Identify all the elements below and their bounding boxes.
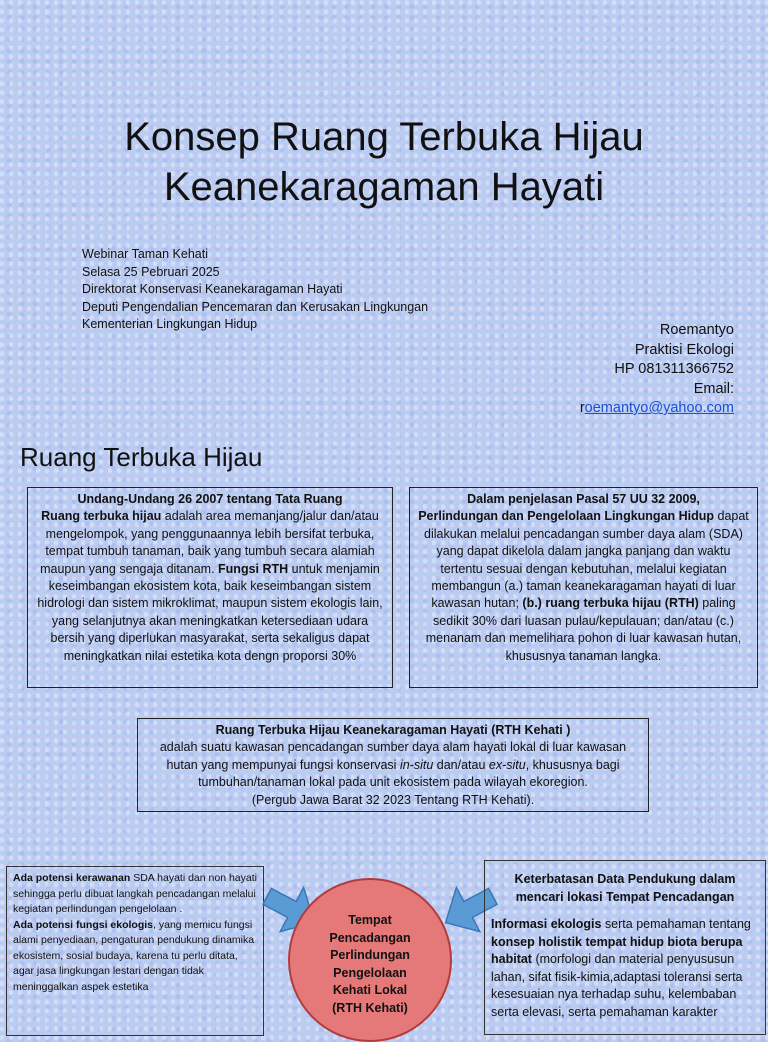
keterbatasan-text-2: (morfologi dan material penyususun lahan, sifat fisik-kimia,adaptasi toleransi serta kesesuaian nya terhadap suhu, kelembaban serta elevasi, serta pemahaman karakter <box>491 952 743 1019</box>
author-role: Praktisi Ekologi <box>634 341 734 358</box>
fungsi-ekologis-text: , yang memicu fungsi alami penyediaan, pengaturan pendukung dinamika ekosistem, sosial budaya, karena tu perlu ditata, agar jasa lingkungan lestari dengan tidak meninggalkan aspek estetika <box>13 918 255 993</box>
email-link[interactable]: oemantyo@yahoo.com <box>584 400 734 416</box>
uu-tata-ruang-box <box>27 487 393 688</box>
event-info-line: Webinar Taman Kehati <box>82 247 209 261</box>
kehati-text-1: adalah suatu kawasan pencadangan sumber daya alam hayati lokal di luar kawasan hutan yang mempunyai fungsi konservasi <box>159 740 627 772</box>
circle-line: Perlindungan <box>330 948 410 962</box>
event-info-line: Selasa 25 Pebruari 2025 <box>82 264 220 279</box>
email-prefix: r <box>579 400 585 416</box>
event-info-line: Kementerian Lingkungan Hidup <box>82 317 258 331</box>
keterbatasan-data-box <box>484 860 766 1035</box>
fungsi-rth-term: Fungsi RTH <box>218 561 289 576</box>
circle-line: Pencadangan <box>329 930 411 945</box>
uu-heading: Undang-Undang 26 2007 tentang Tata Ruang <box>77 492 343 506</box>
keterbatasan-text-1: serta pemahaman tentang <box>601 917 751 931</box>
title-line-1: Konsep Ruang Terbuka Hijau <box>124 115 644 159</box>
pasal-text-2: paling sedikit 30% dari luasan pulau/kepulauan; dan/atau (c.) menanam dan memelihara pohon di luar kawasan hutan, khususnya tanaman langka. <box>425 596 742 663</box>
kerawanan-term: Ada potensi kerawanan <box>13 872 131 884</box>
circle-line: (RTH Kehati) <box>332 1000 408 1015</box>
event-info-line: Deputi Pengendalian Pencemaran dan Kerusakan Lingkungan <box>82 299 429 314</box>
circle-line: Kehati Lokal <box>332 983 408 997</box>
pasal-heading: Dalam penjelasan Pasal 57 UU 32 2009, <box>467 492 700 506</box>
author-email-label: Email: <box>693 380 734 397</box>
pasal-subheading: Perlindungan dan Pengelolaan Lingkungan Hidup <box>418 509 715 524</box>
potensi-box <box>6 866 264 1036</box>
circle-line: Tempat <box>348 913 392 927</box>
kehati-text-3: , khususnya bagi tumbuhan/tanaman lokal pada unit ekosistem pada wilayah ekoregion. <box>198 757 620 790</box>
keterbatasan-heading: Keterbatasan Data Pendukung dalam mencari lokasi Tempat Pencadangan <box>514 872 736 904</box>
rth-term: Ruang terbuka hijau <box>41 509 162 524</box>
kehati-text-2: dan/atau <box>433 757 489 772</box>
konsep-holistik-term: konsep holistik tempat hidup biota berupa habitat <box>491 934 743 966</box>
author-email <box>580 399 734 419</box>
rth-kehati-box <box>137 718 649 812</box>
circle-line: Pengelolaan <box>333 965 407 980</box>
fungsi-rth-text: untuk menjamin keseimbangan ekosistem kota, baik keseimbangan sistem hidrologi dan sistem mikroklimat, maupun sistem ekologis lain, yang selanjutnya akan meningkatkan ketersediaan udara bersih yang diperlukan masyarakat, serta sekaligus dapat meningkatkan nilai estetika kota dengn proporsi 30% <box>37 561 383 663</box>
kehati-insitu: in-situ <box>399 757 434 772</box>
pasal-text-1: dapat dilakukan melalui pencadangan sumber daya alam (SDA) yang dapat dikelola dalam jangka panjang dan waktu tertentu sesuai dengan kebutuhan, melalui kegiatan membangun (a.) taman keanekaragaman hayati di luar kawasan hutan; <box>424 509 749 611</box>
event-info <box>82 246 428 334</box>
event-info-line: Direktorat Konservasi Keanekaragaman Hayati <box>82 282 343 296</box>
pasal-57-box <box>409 487 758 688</box>
author-block <box>580 321 734 419</box>
author-phone: HP 081311366752 <box>614 361 734 377</box>
tempat-pencadangan-circle <box>288 878 452 1042</box>
kehati-source: (Pergub Jawa Barat 32 2023 Tentang RTH Kehati). <box>251 792 535 807</box>
rth-definition: adalah area memanjang/jalur dan/atau mengelompok, yang penggunaannya lebih bersifat terbuka, tempat tumbuh tanaman, baik yang tumbuh secara alamiah maupun yang sengaja ditanam. <box>40 509 379 576</box>
pasal-rth-term: (b.) ruang terbuka hijau (RTH) <box>522 596 699 611</box>
kerawanan-text: SDA hayati dan non hayati sehingga perlu dibuat langkah pencadangan melalui kegiatan perlindungan pengelolaan . <box>13 872 257 915</box>
kehati-heading: Ruang Terbuka Hijau Keanekaragaman Hayati (RTH Kehati ) <box>215 723 571 737</box>
page-title <box>0 112 768 212</box>
kehati-exsitu: ex-situ <box>488 757 526 772</box>
informasi-ekologis-term: Informasi ekologis <box>491 917 602 931</box>
title-line-2: Keanekaragaman Hayati <box>163 165 605 209</box>
author-name: Roemantyo <box>659 322 734 338</box>
fungsi-ekologis-term: Ada potensi fungsi ekologis <box>13 918 154 931</box>
section-title: Ruang Terbuka Hijau <box>20 442 263 472</box>
